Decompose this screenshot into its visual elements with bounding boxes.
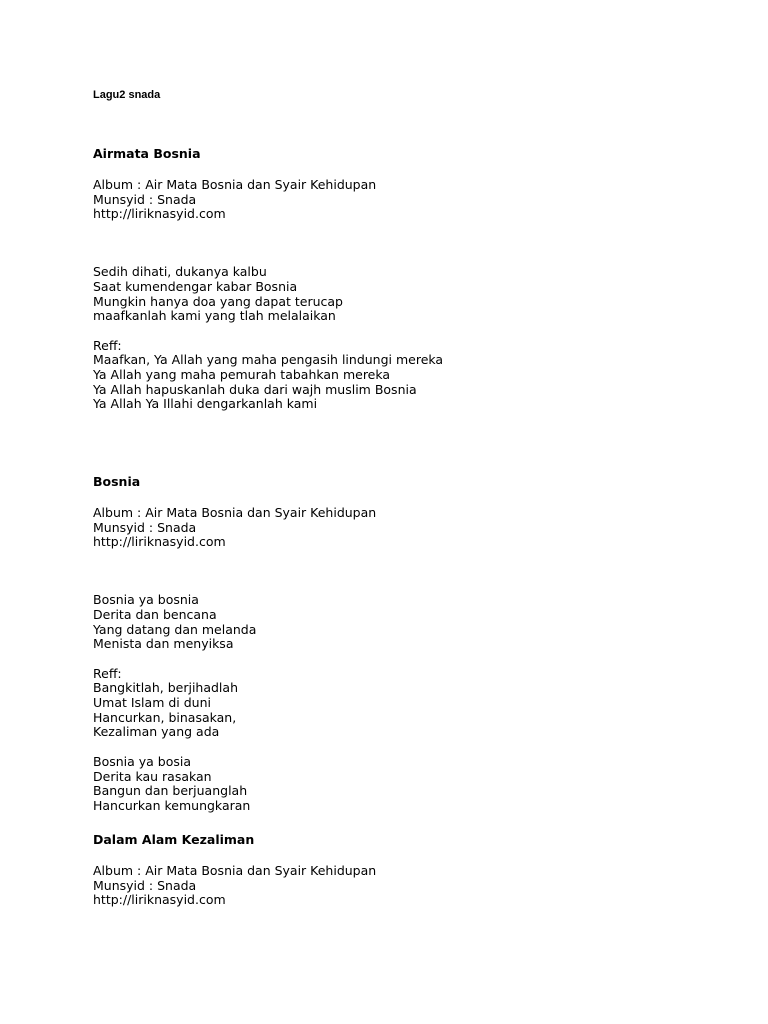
lyric-line: Yang datang dan melanda [93,621,257,637]
lyric-line: Bosnia ya bosia [93,753,192,769]
document-title: Lagu2 snada [93,89,161,101]
lyric-line: Ya Allah Ya Illahi dengarkanlah kami [93,396,318,412]
reff-label: Reff: [93,337,122,353]
lyric-line: Umat Islam di duni [93,695,211,711]
song-meta [93,864,733,908]
lyric-line: Hancurkan kemungkaran [93,797,251,813]
lyric-line: Menista dan menyiksa [93,636,234,652]
reff-label: Reff: [93,665,122,681]
lyrics [93,265,733,412]
song-airmata-bosnia [93,146,733,412]
lyric-line: Ya Allah yang maha pemurah tabahkan mereka [93,367,391,383]
lyric-line: Bosnia ya bosnia [93,592,199,608]
song-meta [93,178,733,222]
source-link[interactable]: http://liriknasyid.com [93,534,226,550]
source-link[interactable]: http://liriknasyid.com [93,206,226,222]
song-meta [93,506,733,550]
stanza [93,593,733,652]
lyric-line: Bangun dan berjuanglah [93,783,248,799]
lyric-line: Kezaliman yang ada [93,724,220,740]
song-title: Bosnia [93,474,141,489]
stanza-reff [93,667,733,741]
lyric-line: Derita kau rasakan [93,768,212,784]
stanza [93,755,733,814]
source-link[interactable]: http://liriknasyid.com [93,892,226,908]
song-bosnia [93,474,733,814]
munsyid-line: Munsyid : Snada [93,191,197,207]
lyric-line: Derita dan bencana [93,606,217,622]
munsyid-line: Munsyid : Snada [93,877,197,893]
lyric-line: Maafkan, Ya Allah yang maha pengasih lindungi mereka [93,352,444,368]
lyric-line: Sedih dihati, dukanya kalbu [93,264,267,280]
album-line: Album : Air Mata Bosnia dan Syair Kehidupan [93,505,377,520]
song-dalam-alam-kezaliman [93,832,733,908]
lyrics [93,593,733,814]
lyric-line: Ya Allah hapuskanlah duka dari wajh muslim Bosnia [93,381,417,397]
stanza-reff [93,339,733,413]
song-title: Dalam Alam Kezaliman [93,832,255,847]
album-line: Album : Air Mata Bosnia dan Syair Kehidupan [93,177,377,192]
song-title: Airmata Bosnia [93,146,201,161]
lyric-line: maafkanlah kami yang tlah melalaikan [93,308,336,324]
munsyid-line: Munsyid : Snada [93,519,197,535]
lyric-line: Hancurkan, binasakan, [93,709,237,725]
album-line: Album : Air Mata Bosnia dan Syair Kehidupan [93,863,377,878]
lyric-line: Saat kumendengar kabar Bosnia [93,278,298,294]
lyric-line: Mungkin hanya doa yang dapat terucap [93,293,343,309]
lyric-line: Bangkitlah, berjihadlah [93,680,238,696]
stanza [93,265,733,324]
